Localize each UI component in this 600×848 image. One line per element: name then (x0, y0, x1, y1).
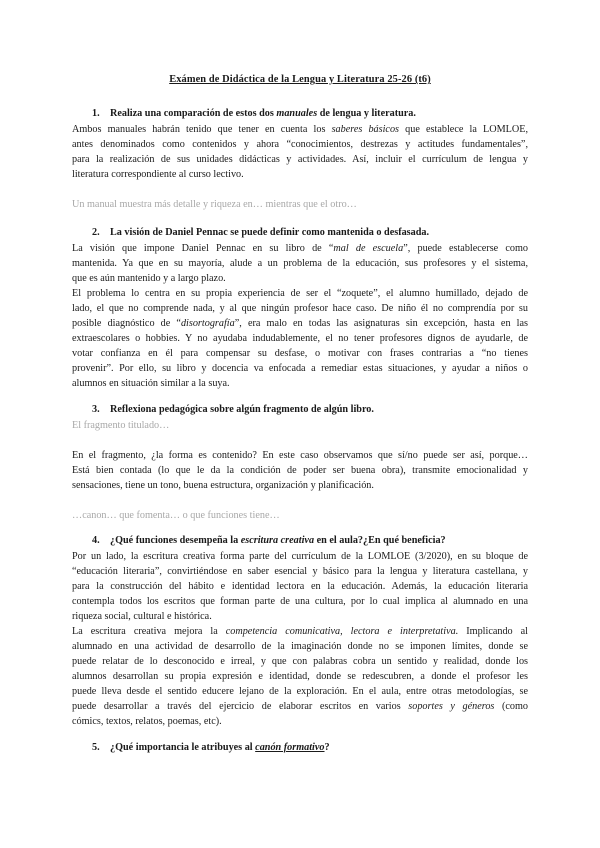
question-1-heading: 1. Realiza una comparación de estos dos manuales de lengua y literatura. (92, 108, 416, 119)
answer-4-line: para la construcción del hábito e identidad lectora en la educación. Además, la educación literaria (72, 581, 528, 592)
placeholder-note: Un manual muestra más detalle y riqueza en… mientras que el otro… (72, 199, 357, 210)
placeholder-note: El fragmento titulado… (72, 420, 170, 431)
answer-1-line: Ambos manuales habrán tenido que tener en cuenta los saberes básicos que establece la LOMLOE, (72, 124, 528, 135)
question-3-heading: 3. Reflexiona pedagógica sobre algún fragmento de algún libro. (92, 404, 374, 415)
placeholder-note: …canon… que fomenta… o que funciones tiene… (72, 510, 280, 521)
answer-2-line: provenir”. Por ello, su libro y docencia va enfocada a remediar estas situaciones, y ayudar a niños o (72, 363, 528, 374)
answer-3-line: sensaciones, tiene un tono, buena estructura, organización y planificación. (72, 480, 374, 491)
answer-2-line: La visión que impone Daniel Pennac en su libro de “mal de escuela”, puede establecerse como (72, 243, 529, 254)
answer-2-line: lado, el que no comprende nada, y al que ningún profesor hace caso. De niño él no comprendía por su (72, 303, 528, 314)
answer-2-line: que es aún mantenido y a largo plazo. (72, 273, 226, 284)
answer-2-line: alumnos en situación similar a la suya. (72, 378, 230, 389)
question-2-heading: 2. La visión de Daniel Pennac se puede definir como mantenida o desfasada. (92, 227, 430, 238)
answer-2-line: El problema lo centra en su propia experiencia de ser el “zoquete”, el alumno humillado, dejado de (72, 288, 528, 299)
answer-4-line: La escritura creativa mejora la competencia comunicativa, lectora e interpretativa. Implicando al (72, 626, 529, 637)
answer-2-line: extraescolares o hobbies. Y no ayudaba indudablemente, el no tener profesores dignos de ayudarle, de (72, 333, 528, 344)
question-4-heading: 4. ¿Qué funciones desempeña la escritura creativa en el aula?¿En qué beneficia? (92, 535, 446, 546)
question-number: 4. (92, 535, 100, 546)
answer-3-line: En el fragmento, ¿la forma es contenido? En este caso observamos que sí/no puede ser así, porque… (72, 450, 528, 461)
answer-3-line: Está bien contada (lo que le da la condición de poder ser buena obra), transmite emocionalidad y (72, 465, 528, 476)
page-title: Exámen de Didáctica de la Lengua y Literatura 25-26 (t6) (169, 74, 431, 85)
question-number: 1. (92, 108, 100, 119)
answer-4-line: puede lleva desde el sentido educere lejano de la exploración. En el aula, entre otras metodologías, se (72, 686, 528, 697)
answer-4-line: “educación literaria”, convirtiéndose en saber esencial y básico para la lengua y literatura castellana, y (72, 566, 528, 577)
answer-4-line: cómics, textos, relatos, poemas, etc). (72, 716, 222, 727)
question-number: 5. (92, 742, 100, 753)
question-number: 2. (92, 227, 100, 238)
answer-4-line: contempla todos los escritos que forman parte de una cultura, por lo cual implica al alumnado en una (72, 596, 528, 607)
answer-4-line: Por un lado, la escritura creativa forma parte del currículum de la LOMLOE (3/2020), en su bloque de (72, 551, 528, 562)
answer-1-line: para la realización de sus unidades didácticas y actividades. Así, incluir el currículum de lengua y (72, 154, 528, 165)
question-number: 3. (92, 404, 100, 415)
answer-2-line: posible diagnóstico de “disortografía”, era malo en todas las asignaturas sin excepción, hasta en las (72, 318, 528, 329)
answer-4-line: alumnado en una actividad de desarrollo de la imaginación donde no se imponen límites, donde se (72, 641, 528, 652)
answer-2-line: mantenida. Ya que en su mayoría, alude a un problema de la educación, sus profesores y el sistema, (72, 258, 528, 269)
answer-4-line: riqueza social, cultural e histórica. (72, 611, 212, 622)
answer-1-line: literatura correspondiente al curso lectivo. (72, 169, 244, 180)
answer-4-line: alumnos desarrollan su propia expresión e identidad, donde se redescubren, a donde el profesor les (72, 671, 528, 682)
question-5-heading: 5. ¿Qué importancia le atribuyes al canón formativo? (92, 742, 330, 753)
answer-4-line: puede relatar de lo desconocido e irreal, y que con palabras cobra un sentido y realidad, donde los (72, 656, 528, 667)
answer-1-line: antes denominados como contenidos y ahora “conocimientos, destrezas y actitudes fundamentales”, (72, 139, 528, 150)
answer-4-line: puede desarrollar a través del ejercicio de elaborar escritos en varios soportes y géneros (como (72, 701, 528, 712)
answer-2-line: votar confianza en él para compensar su desfase, o motivar con frases contrarias a “no tienes (72, 348, 528, 359)
